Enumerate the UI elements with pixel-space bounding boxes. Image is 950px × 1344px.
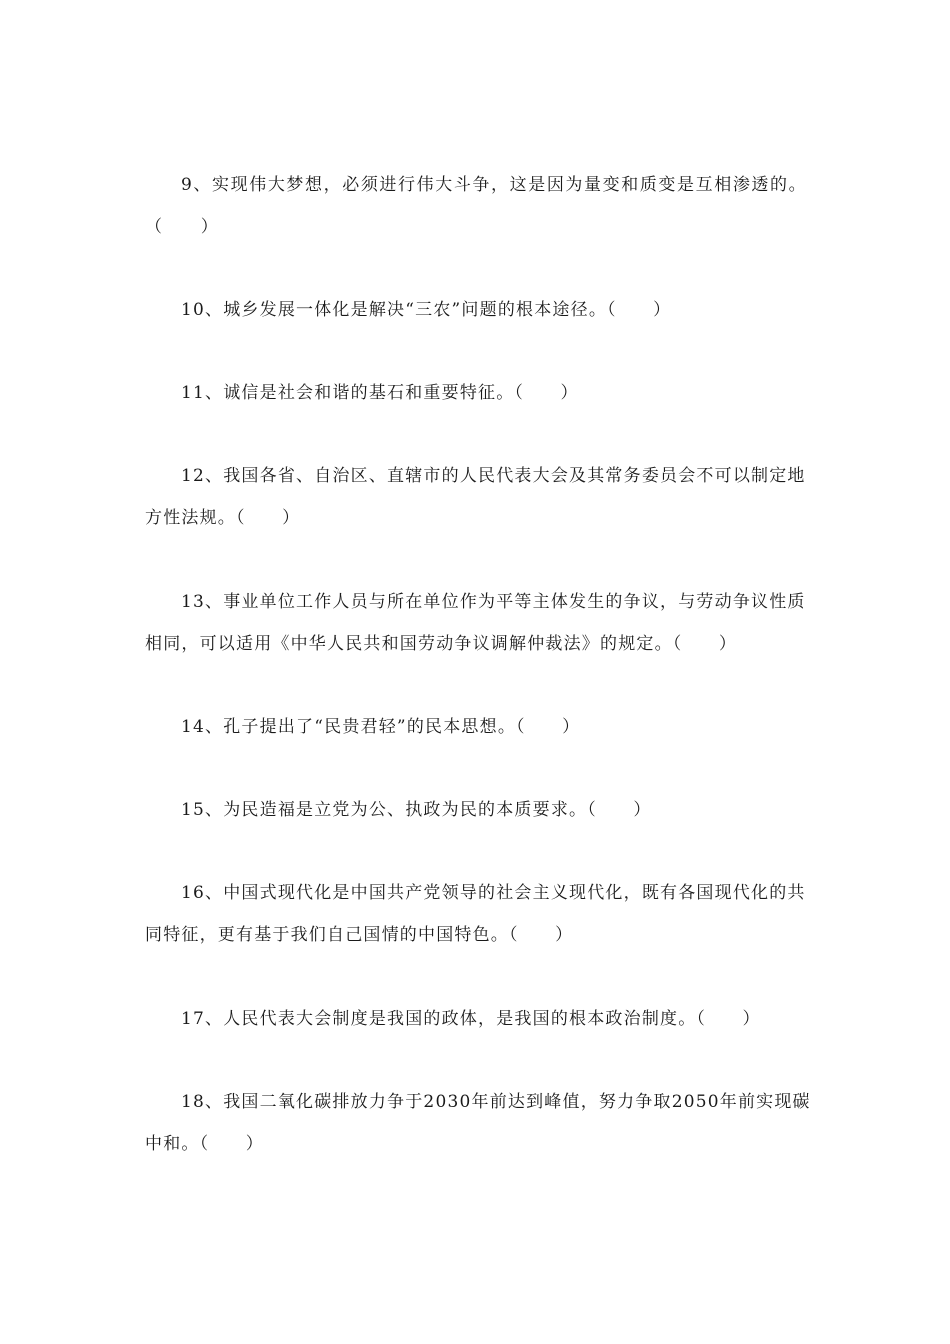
question-17: 17、人民代表大会制度是我国的政体，是我国的根本政治制度。（ ） [181,1009,761,1029]
question-15: 15、为民造福是立党为公、执政为民的本质要求。（ ） [181,800,652,820]
question-12: 12、我国各省、自治区、直辖市的人民代表大会及其常务委员会不可以制定地方性法规。（ ） [145,466,806,528]
question-10: 10、城乡发展一体化是解决“三农”问题的根本途径。（ ） [181,300,672,320]
question-9: 9、实现伟大梦想，必须进行伟大斗争，这是因为量变和质变是互相渗透的。（ ） [145,175,808,237]
question-14: 14、孔子提出了“民贵君轻”的民本思想。（ ） [181,717,581,737]
question-18: 18、我国二氧化碳排放力争于2030年前达到峰值，努力争取2050年前实现碳中和。（ ） [145,1092,811,1154]
question-16: 16、中国式现代化是中国共产党领导的社会主义现代化，既有各国现代化的共同特征，更有基于我们自己国情的中国特色。（ ） [145,883,806,945]
question-11: 11、诚信是社会和谐的基石和重要特征。（ ） [181,383,579,403]
question-13: 13、事业单位工作人员与所在单位作为平等主体发生的争议，与劳动争议性质相同，可以适用《中华人民共和国劳动争议调解仲裁法》的规定。（ ） [145,592,806,654]
